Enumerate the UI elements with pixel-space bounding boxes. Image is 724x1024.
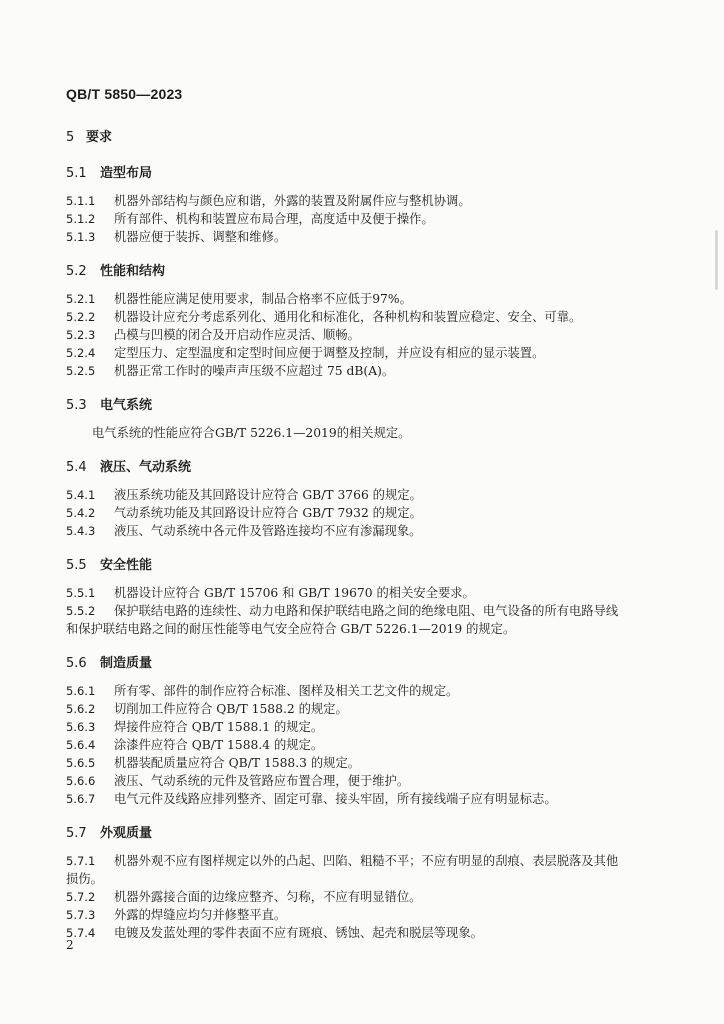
clause-5-1-1: 5.1.1 机器外部结构与颜色应和谐，外露的装置及附属件应与整机协调。 xyxy=(66,194,471,208)
clause-5-6-2: 5.6.2 切削加工件应符合 QB/T 1588.2 的规定。 xyxy=(66,702,348,716)
section-heading-5-2: 5.2 性能和结构 xyxy=(66,264,166,279)
clause-5-1-3: 5.1.3 机器应便于装拆、调整和维修。 xyxy=(66,230,287,244)
clause-5-5-2-continuation: 和保护联结电路之间的耐压性能等电气安全应符合 GB/T 5226.1—2019 的规定。 xyxy=(66,622,516,636)
clause-5-1-2: 5.1.2 所有部件、机构和装置应布局合理，高度适中及便于操作。 xyxy=(66,212,434,226)
clause-5-7-1-continuation: 损伤。 xyxy=(66,872,103,886)
section-heading-5-3: 5.3 电气系统 xyxy=(66,398,153,413)
standard-number-header: QB/T 5850—2023 xyxy=(66,86,183,102)
paragraph-5-3: 电气系统的性能应符合GB/T 5226.1—2019的相关规定。 xyxy=(92,426,411,440)
clause-5-6-7: 5.6.7 电气元件及线路应排列整齐、固定可靠、接头牢固，所有接线端子应有明显标志。 xyxy=(66,792,557,806)
clause-5-7-2: 5.7.2 机器外露接合面的边缘应整齐、匀称，不应有明显错位。 xyxy=(66,890,422,904)
section-heading-5-5: 5.5 安全性能 xyxy=(66,558,153,573)
document-body xyxy=(66,128,666,942)
clause-5-2-4: 5.2.4 定型压力、定型温度和定型时间应便于调整及控制，并应设有相应的显示装置。 xyxy=(66,346,545,360)
section-heading-5-4: 5.4 液压、气动系统 xyxy=(66,460,192,475)
clause-5-4-3: 5.4.3 液压、气动系统中各元件及管路连接均不应有渗漏现象。 xyxy=(66,524,422,538)
page-number: 2 xyxy=(66,938,74,952)
clause-5-7-1: 5.7.1 机器外观不应有图样规定以外的凸起、凹陷、粗糙不平；不应有明显的刮痕、表层脱落及其他 xyxy=(66,854,619,868)
clause-5-6-3: 5.6.3 焊接件应符合 QB/T 1588.1 的规定。 xyxy=(66,720,324,734)
clause-5-5-1: 5.5.1 机器设计应符合 GB/T 15706 和 GB/T 19670 的相关安全要求。 xyxy=(66,586,475,600)
clause-5-7-4: 5.7.4 电镀及发蓝处理的零件表面不应有斑痕、锈蚀、起壳和脱层等现象。 xyxy=(66,926,483,940)
clause-5-6-6: 5.6.6 液压、气动系统的元件及管路应布置合理，便于维护。 xyxy=(66,774,410,788)
clause-5-2-5: 5.2.5 机器正常工作时的噪声声压级不应超过 75 dB(A)。 xyxy=(66,364,395,378)
section-heading-5-7: 5.7 外观质量 xyxy=(66,826,153,841)
page-edge-shadow xyxy=(715,230,718,290)
clause-5-2-1: 5.2.1 机器性能应满足使用要求，制品合格率不应低于97%。 xyxy=(66,292,412,306)
clause-5-2-2: 5.2.2 机器设计应充分考虑系列化、通用化和标准化，各种机构和装置应稳定、安全、可靠。 xyxy=(66,310,582,324)
clause-5-2-3: 5.2.3 凸模与凹模的闭合及开启动作应灵活、顺畅。 xyxy=(66,328,360,342)
clause-5-6-1: 5.6.1 所有零、部件的制作应符合标准、图样及相关工艺文件的规定。 xyxy=(66,684,459,698)
section-heading-5: 5 要求 xyxy=(66,130,113,145)
clause-5-4-2: 5.4.2 气动系统功能及其回路设计应符合 GB/T 7932 的规定。 xyxy=(66,506,422,520)
clause-5-6-4: 5.6.4 涂漆件应符合 QB/T 1588.4 的规定。 xyxy=(66,738,324,752)
section-heading-5-1: 5.1 造型布局 xyxy=(66,166,153,181)
clause-5-7-3: 5.7.3 外露的焊缝应均匀并修整平直。 xyxy=(66,908,287,922)
clause-5-6-5: 5.6.5 机器装配质量应符合 QB/T 1588.3 的规定。 xyxy=(66,756,361,770)
section-heading-5-6: 5.6 制造质量 xyxy=(66,656,153,671)
clause-5-5-2: 5.5.2 保护联结电路的连续性、动力电路和保护联结电路之间的绝缘电阻、电气设备的所有电路导线 xyxy=(66,604,619,618)
clause-5-4-1: 5.4.1 液压系统功能及其回路设计应符合 GB/T 3766 的规定。 xyxy=(66,488,422,502)
